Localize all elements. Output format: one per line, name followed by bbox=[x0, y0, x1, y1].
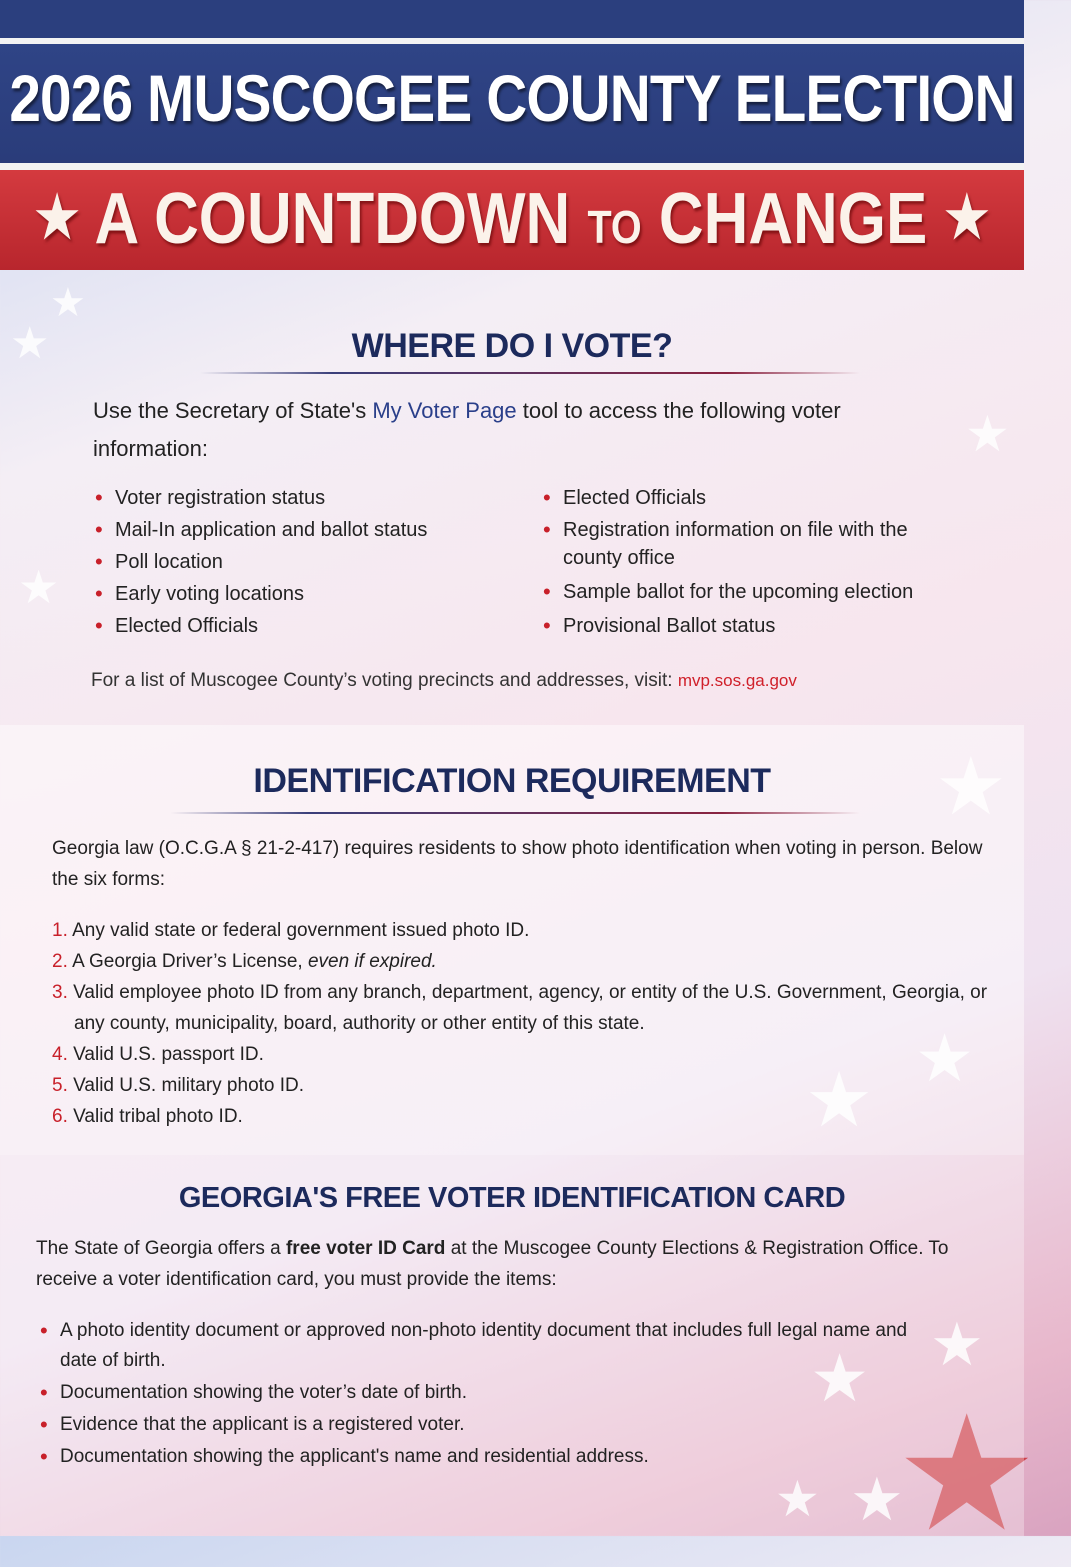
list-item: • Documentation showing the applicant's name and residential address. bbox=[40, 1442, 910, 1472]
where-intro bbox=[93, 392, 953, 468]
id-intro: Georgia law (O.C.G.A § 21-2-417) requires residents to show photo identification when voting in person. Below the six forms: bbox=[52, 838, 983, 890]
list-item: • Documentation showing the voter’s date of birth. bbox=[40, 1378, 910, 1408]
list-item: • Mail-In application and ballot status bbox=[95, 516, 540, 544]
list-item: • A photo identity document or approved non-photo identity document that includes full legal name and date of birth. bbox=[40, 1316, 910, 1376]
subtitle-part: TO bbox=[587, 201, 642, 253]
intro-text: tool to access the following voter information: bbox=[93, 398, 841, 461]
star-icon: ★ bbox=[10, 319, 50, 368]
subtitle-part: CHANGE bbox=[658, 179, 928, 259]
list-item: • Provisional Ballot status bbox=[543, 612, 1013, 640]
top-band bbox=[0, 0, 1024, 38]
id-forms-list bbox=[52, 915, 1017, 1132]
list-item: • Sample ballot for the upcoming election bbox=[543, 578, 1013, 606]
list-item: • Evidence that the applicant is a registered voter. bbox=[40, 1410, 910, 1440]
list-item: 5. Valid U.S. military photo ID. bbox=[52, 1075, 305, 1096]
divider bbox=[0, 163, 1024, 170]
list-item: • Voter registration status bbox=[95, 484, 540, 512]
voter-info-list-right bbox=[543, 484, 1013, 640]
list-item: 1. Any valid state or federal government issued photo ID. bbox=[52, 920, 530, 941]
heading-rule bbox=[170, 812, 860, 814]
star-icon: ★ bbox=[850, 1466, 904, 1533]
star-icon: ★ bbox=[50, 281, 86, 325]
card-requirements-list bbox=[40, 1316, 910, 1472]
star-icon: ★ bbox=[805, 1058, 874, 1143]
intro-text: Use the Secretary of State's bbox=[93, 398, 373, 423]
star-icon: ★ bbox=[775, 1471, 820, 1527]
list-item: 2. A Georgia Driver’s License, even if expired. bbox=[52, 951, 437, 972]
section-heading-where: WHERE DO I VOTE? bbox=[351, 327, 673, 365]
list-item: 4. Valid U.S. passport ID. bbox=[52, 1044, 264, 1065]
star-icon: ★ bbox=[930, 1311, 984, 1378]
star-icon: ★ bbox=[34, 185, 80, 250]
star-icon: ★ bbox=[18, 561, 60, 613]
list-item: 6. Valid tribal photo ID. bbox=[52, 1106, 243, 1127]
voter-info-list-left bbox=[95, 484, 540, 640]
list-item: • Elected Officials bbox=[543, 484, 1013, 512]
where-footer bbox=[91, 662, 797, 700]
star-icon: ★ bbox=[944, 185, 990, 250]
list-item: • Poll location bbox=[95, 548, 540, 576]
card-intro bbox=[36, 1233, 986, 1295]
star-icon: ★ bbox=[965, 406, 1010, 462]
mvp-link[interactable]: mvp.sos.ga.gov bbox=[677, 671, 797, 690]
star-icon: ★ bbox=[915, 1021, 975, 1095]
star-icon: ★ bbox=[895, 1384, 1039, 1563]
intro-bold: free voter ID Card bbox=[285, 1238, 446, 1259]
section-heading-card: GEORGIA'S FREE VOTER IDENTIFICATION CARD bbox=[178, 1182, 846, 1214]
my-voter-page-link[interactable]: My Voter Page bbox=[372, 398, 517, 423]
list-item: 3. Valid employee photo ID from any branch, department, agency, or entity of the U.S. Government, Georgia, or any county, municipality, board, authority or other entity of this state. bbox=[52, 982, 988, 1034]
list-item: • Early voting locations bbox=[95, 580, 540, 608]
heading-rule bbox=[200, 372, 860, 374]
intro-text: The State of Georgia offers a bbox=[36, 1238, 286, 1259]
page-title: 2026 MUSCOGEE COUNTY ELECTION bbox=[9, 61, 1015, 135]
star-icon: ★ bbox=[935, 742, 1007, 831]
intro-text: at the Muscogee County Elections & Registration Office. To receive a voter identification card, you must provide the items: bbox=[36, 1238, 949, 1290]
footer-text: For a list of Muscogee County’s voting precincts and addresses, visit: bbox=[91, 670, 678, 691]
page-subtitle bbox=[0, 178, 1071, 260]
list-item: • Registration information on file with the county office bbox=[543, 516, 933, 572]
subtitle-part: A COUNTDOWN bbox=[94, 179, 571, 259]
section-heading-id: IDENTIFICATION REQUIREMENT bbox=[253, 762, 771, 800]
star-icon: ★ bbox=[810, 1341, 870, 1415]
list-item: • Elected Officials bbox=[95, 612, 540, 640]
